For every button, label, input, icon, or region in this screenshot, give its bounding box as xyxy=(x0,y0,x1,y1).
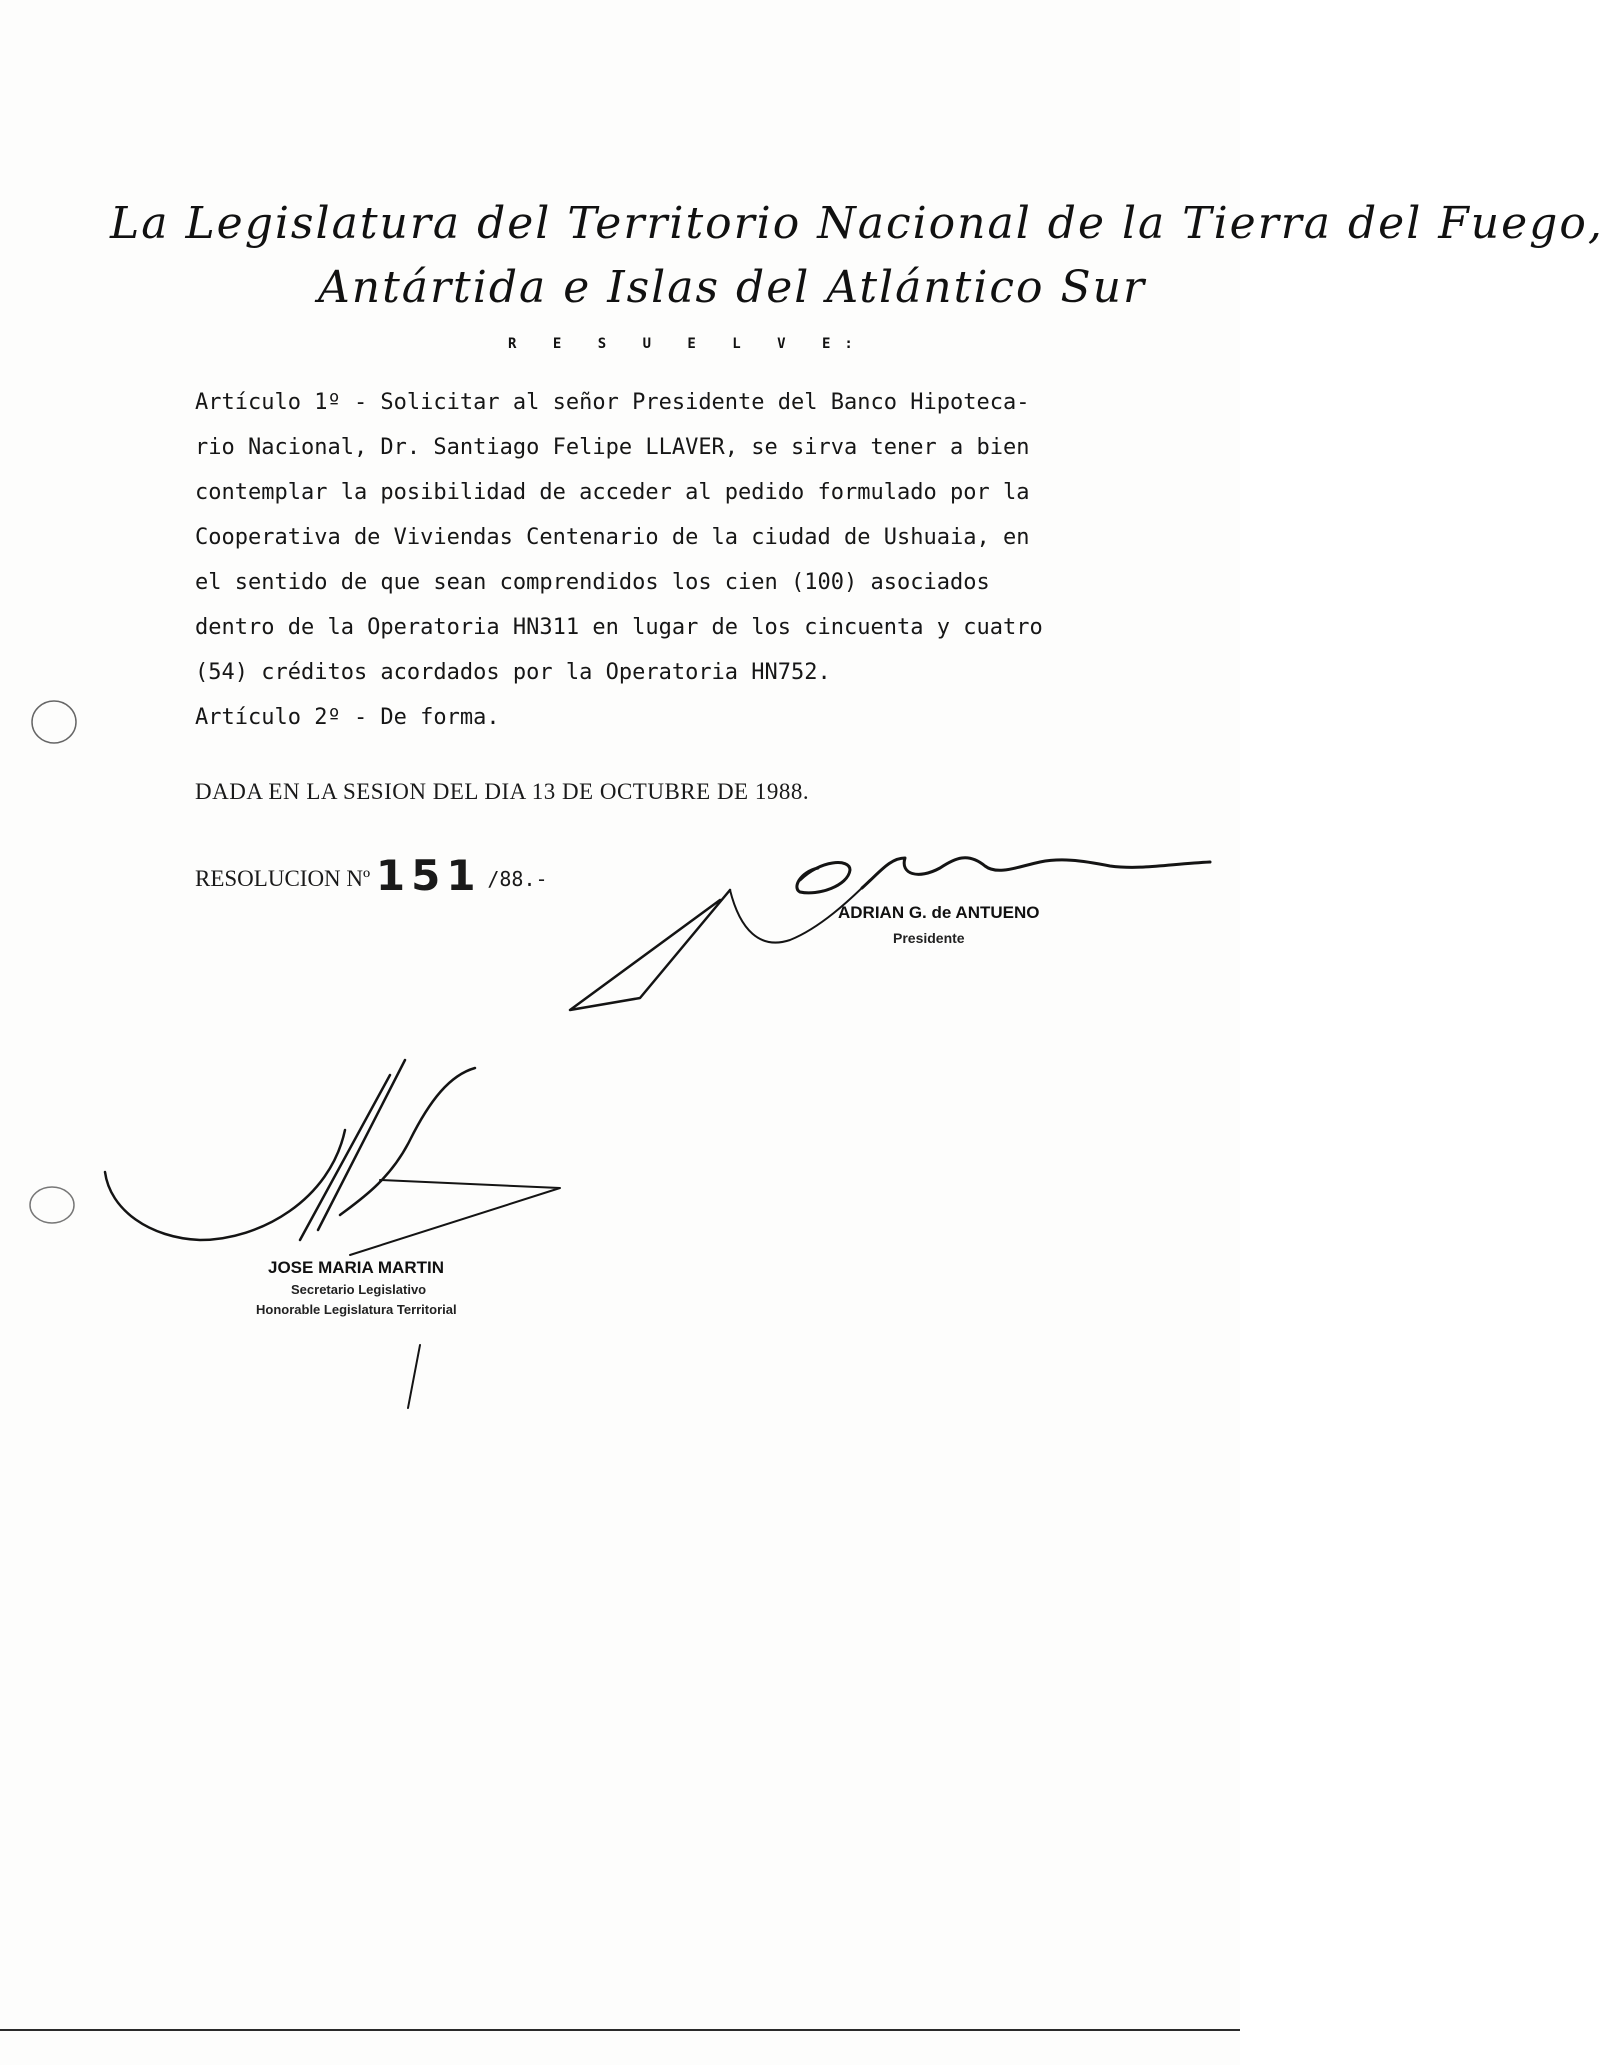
secretary-name: JOSE MARIA MARTIN xyxy=(268,1258,444,1277)
body-line: Cooperativa de Viviendas Centenario de la ciudad de Ushuaia, en xyxy=(195,525,1030,550)
letterhead-line-2: Antártida e Islas del Atlántico Sur xyxy=(318,262,1147,313)
punch-hole-mark xyxy=(32,701,76,743)
body-line: Artículo 1º - Solicitar al señor Presidente del Banco Hipoteca- xyxy=(195,390,1030,415)
punch-hole-mark xyxy=(30,1187,74,1223)
president-name: ADRIAN G. de ANTUENO xyxy=(838,903,1040,922)
body-line: el sentido de que sean comprendidos los cien (100) asociados xyxy=(195,570,990,595)
session-date-line: DADA EN LA SESION DEL DIA 13 DE OCTUBRE DE 1988. xyxy=(195,779,810,804)
president-title: Presidente xyxy=(893,930,965,946)
secretary-title: Secretario Legislativo xyxy=(291,1282,427,1297)
letterhead-line-1: La Legislatura del Territorio Nacional de la Tierra del Fuego, xyxy=(110,198,1604,249)
body-line: Artículo 2º - De forma. xyxy=(195,705,500,730)
body-line: contemplar la posibilidad de acceder al pedido formulado por la xyxy=(195,480,1030,505)
resolution-number: 151 xyxy=(375,851,482,900)
secretary-institution: Honorable Legislatura Territorial xyxy=(256,1302,457,1317)
body-line: dentro de la Operatoria HN311 en lugar de los cincuenta y cuatro xyxy=(195,615,1043,640)
resolution-year: /88.- xyxy=(487,867,548,891)
body-line: rio Nacional, Dr. Santiago Felipe LLAVER, se sirva tener a bien xyxy=(195,435,1030,460)
resuelve-heading: R E S U E L V E: xyxy=(508,336,867,352)
body-line: (54) créditos acordados por la Operatoria HN752. xyxy=(195,660,831,685)
resolution-prefix: RESOLUCION Nº xyxy=(195,866,371,891)
